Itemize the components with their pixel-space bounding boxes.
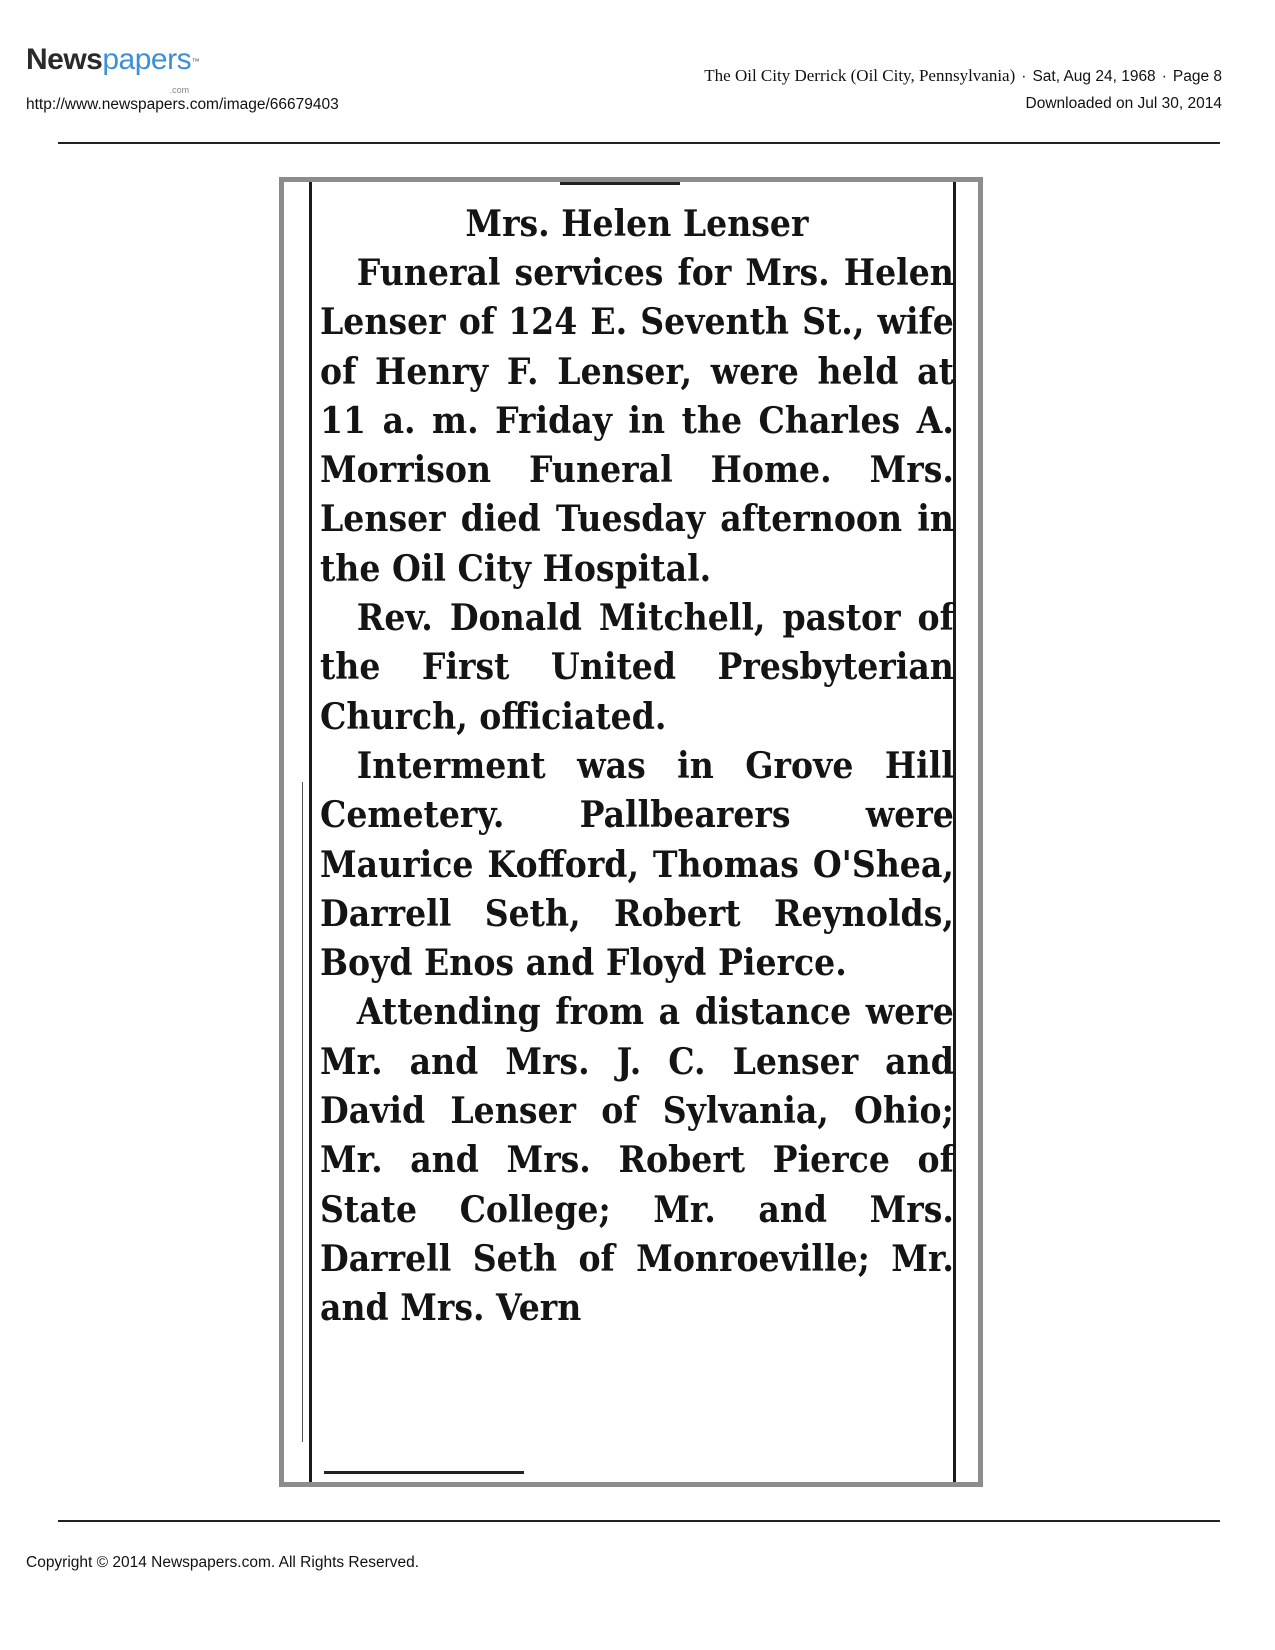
article-paragraph: Rev. Donald Mitchell, pastor of the First United Presbyterian Church, officiated. <box>320 597 954 738</box>
newspaper-clipping <box>279 177 983 1487</box>
logo-dotcom: .com <box>169 85 190 95</box>
logo-text-papers: papers <box>102 43 192 76</box>
logo-text-news: News <box>26 43 103 76</box>
column-rule-left <box>309 182 312 1482</box>
article-headline: Mrs. Helen Lenser <box>465 203 809 245</box>
bottom-dash <box>324 1471 524 1474</box>
newspapers-logo[interactable] <box>26 42 200 95</box>
publication-line <box>704 66 1222 87</box>
logo-trademark: ™ <box>191 57 200 66</box>
separator: · <box>1021 68 1027 85</box>
obituary-article <box>320 200 954 1334</box>
bottom-divider <box>58 1520 1220 1522</box>
publication-name: The Oil City Derrick (Oil City, Pennsylvania) <box>704 66 1016 85</box>
download-date: Downloaded on Jul 30, 2014 <box>1025 95 1222 112</box>
separator: · <box>1161 68 1167 85</box>
publication-info <box>704 66 1222 114</box>
source-url[interactable]: http://www.newspapers.com/image/66679403 <box>26 96 339 113</box>
column-rule-thin <box>302 782 303 1442</box>
copyright-notice: Copyright © 2014 Newspapers.com. All Rights Reserved. <box>26 1554 420 1571</box>
top-dash <box>560 182 680 185</box>
article-paragraph: Interment was in Grove Hill Cemetery. Pallbearers were Maurice Kofford, Thomas O'Shea, Darrell Seth, Robert Reynolds, Boyd Enos and Floyd Pierce. <box>320 744 954 985</box>
top-divider <box>58 142 1220 144</box>
article-paragraph: Attending from a distance were Mr. and Mrs. J. C. Lenser and David Lenser of Sylvania, Ohio; Mr. and Mrs. Robert Pierce of State College; Mr. and Mrs. Darrell Seth of Monroeville; Mr. and Mrs. Vern <box>320 991 954 1330</box>
publication-date: Sat, Aug 24, 1968 <box>1032 68 1156 85</box>
page-number: Page 8 <box>1172 68 1222 85</box>
article-paragraph: Funeral services for Mrs. Helen Lenser of 124 E. Seventh St., wife of Henry F. Lenser, were held at 11 a. m. Friday in the Charles A. Morrison Funeral Home. Mrs. Lenser died Tuesday afternoon in the Oil City Hospital. <box>320 252 954 590</box>
